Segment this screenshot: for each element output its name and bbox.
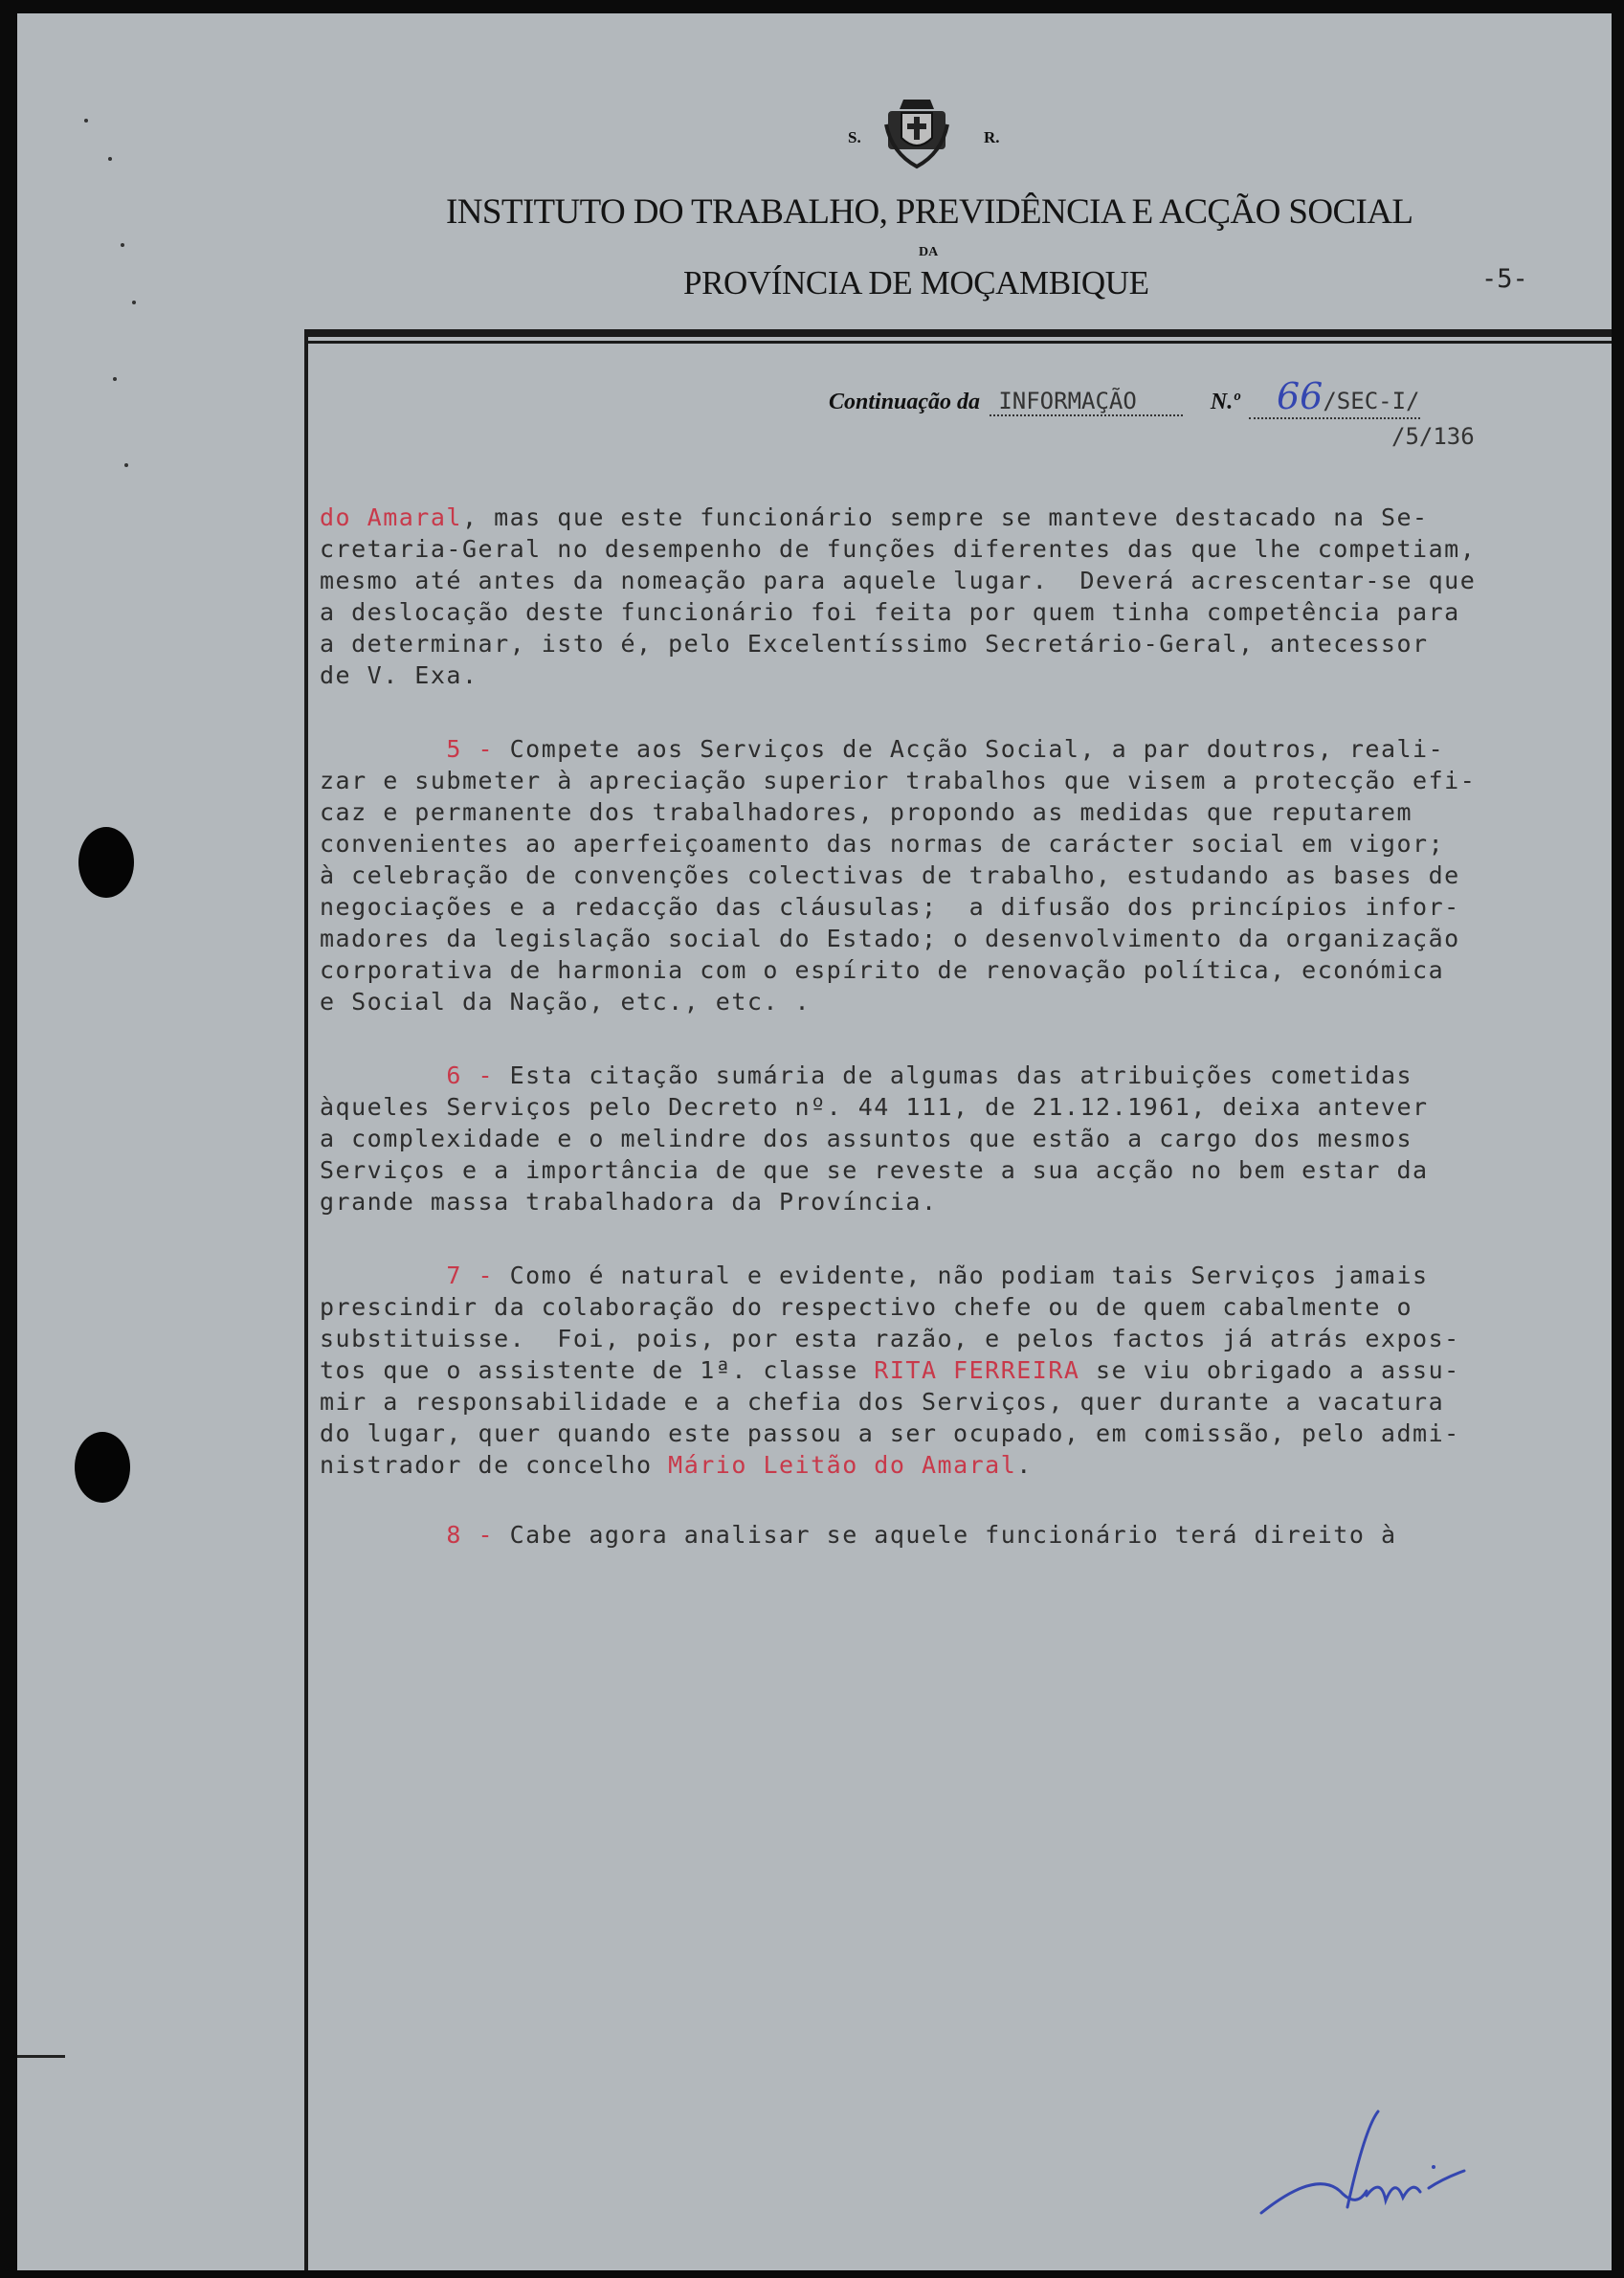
text-line: zar e submeter à apreciação superior trabalhos que visem a protecção efi- [320, 767, 1477, 794]
text-line: àqueles Serviços pelo Decreto nº. 44 111, de 21.12.1961, deixa antever [320, 1093, 1429, 1121]
document-body [320, 502, 1602, 1551]
text-line: a complexidade e o melindre dos assuntos que estão a cargo dos mesmos [320, 1125, 1413, 1152]
text-line [320, 733, 1602, 765]
header-connector: DA [919, 245, 939, 259]
text-line: e Social da Nação, etc., etc. . [320, 988, 812, 1016]
text-line: substituisse. Foi, pois, por esta razão, e pelos factos já atrás expos- [320, 1325, 1460, 1352]
province-title: PROVÍNCIA DE MOÇAMBIQUE [683, 264, 1149, 302]
text-line: a determinar, isto é, pelo Excelentíssimo Secretário-Geral, antecessor [320, 630, 1429, 658]
text-line [320, 502, 1602, 533]
text-line: madores da legislação social do Estado; o desenvolvimento da organização [320, 925, 1460, 952]
paragraph-7 [320, 1260, 1602, 1481]
text-line [320, 1060, 1602, 1091]
header-mark-right: R. [984, 128, 1000, 146]
paragraph-number: 6 - [446, 1061, 495, 1089]
number-field [1249, 375, 1419, 419]
text-line [320, 1449, 1602, 1481]
margin-speck [124, 463, 128, 467]
red-name: RITA FERREIRA [874, 1356, 1080, 1384]
handwritten-signature-icon [1252, 2100, 1481, 2234]
punch-hole-top [78, 827, 134, 898]
paragraph-6 [320, 1060, 1602, 1217]
paragraph-number: 5 - [446, 735, 495, 763]
text-span: tos que o assistente de 1ª. classe [320, 1356, 875, 1384]
text-line [320, 1354, 1602, 1386]
text-line: a deslocação deste funcionário foi feita por quem tinha competência para [320, 598, 1460, 626]
paragraph-5 [320, 733, 1602, 1017]
header-rule-thick [304, 329, 1612, 337]
margin-speck [132, 301, 136, 304]
doc-type: INFORMAÇÃO [998, 388, 1137, 414]
text-line: negociações e a redacção das cláusulas; a difusão dos princípios infor- [320, 893, 1460, 921]
text-line: cretaria-Geral no desempenho de funções diferentes das que lhe competiam, [320, 535, 1477, 563]
reference-number: /SEC-I/ [1323, 388, 1420, 414]
paragraph-8 [320, 1519, 1602, 1551]
margin-speck [113, 377, 117, 381]
text-line: grande massa trabalhadora da Província. [320, 1188, 938, 1216]
margin-speck [108, 157, 112, 161]
text-span: Esta citação sumária de algumas das atribuições cometidas [494, 1061, 1413, 1089]
text-line [320, 1260, 1602, 1291]
continuation-label: Continuação da [829, 390, 981, 414]
margin-speck [121, 243, 124, 247]
document-sheet [17, 13, 1612, 2270]
coat-of-arms-icon [882, 96, 951, 170]
text-line: mesmo até antes da nomeação para aquele lugar. Deverá acrescentar-se que [320, 567, 1477, 594]
text-span: Como é natural e evidente, não podiam tais Serviços jamais [494, 1262, 1429, 1289]
institution-title: INSTITUTO DO TRABALHO, PREVIDÊNCIA E ACÇÃO SOCIAL [446, 192, 1413, 232]
text-line: Serviços e a importância de que se reveste a sua acção no bem estar da [320, 1156, 1429, 1184]
punch-hole-bottom [75, 1432, 130, 1503]
paragraph-number: 7 - [446, 1262, 495, 1289]
red-name: Mário Leitão do Amaral [668, 1451, 1017, 1479]
paragraph-continuation [320, 502, 1602, 691]
text-line [320, 1519, 1602, 1551]
red-name: do Amaral [320, 503, 462, 531]
text-line: do lugar, quer quando este passou a ser ocupado, em comissão, pelo admi- [320, 1419, 1460, 1447]
text-line: caz e permanente dos trabalhadores, propondo as medidas que reputarem [320, 798, 1413, 826]
paragraph-number: 8 - [446, 1521, 495, 1549]
text-line: corporativa de harmonia com o espírito de renovação política, económica [320, 956, 1445, 984]
number-label: N.º [1210, 390, 1240, 414]
doc-type-field [990, 388, 1183, 416]
margin-line [17, 2055, 65, 2058]
text-span: se viu obrigado a assu- [1079, 1356, 1460, 1384]
reference-line-2: /5/136 [1391, 423, 1475, 450]
text-line: convenientes ao aperfeiçoamento das normas de carácter social em vigor; [320, 830, 1445, 858]
text-span: . [1016, 1451, 1033, 1479]
text-line: mir a responsabilidade e a chefia dos Serviços, quer durante a vacatura [320, 1388, 1445, 1416]
handwritten-number: 66 [1276, 375, 1324, 417]
text-line: à celebração de convenções colectivas de trabalho, estudando as bases de [320, 861, 1460, 889]
header-mark-left: S. [848, 128, 861, 146]
text-span: , mas que este funcionário sempre se manteve destacado na Se- [461, 503, 1429, 531]
page-number: -5- [1481, 264, 1528, 294]
text-line: prescindir da colaboração do respectivo chefe ou de quem cabalmente o [320, 1293, 1413, 1321]
text-line: de V. Exa. [320, 661, 478, 689]
header-rule-thin [304, 341, 1612, 344]
left-border-line [304, 329, 308, 2270]
text-span: Cabe agora analisar se aquele funcionário terá direito à [494, 1521, 1397, 1549]
margin-speck [84, 119, 88, 123]
continuation-line [829, 375, 1420, 419]
text-span: nistrador de concelho [320, 1451, 669, 1479]
text-span: Compete aos Serviços de Acção Social, a par doutros, reali- [494, 735, 1445, 763]
